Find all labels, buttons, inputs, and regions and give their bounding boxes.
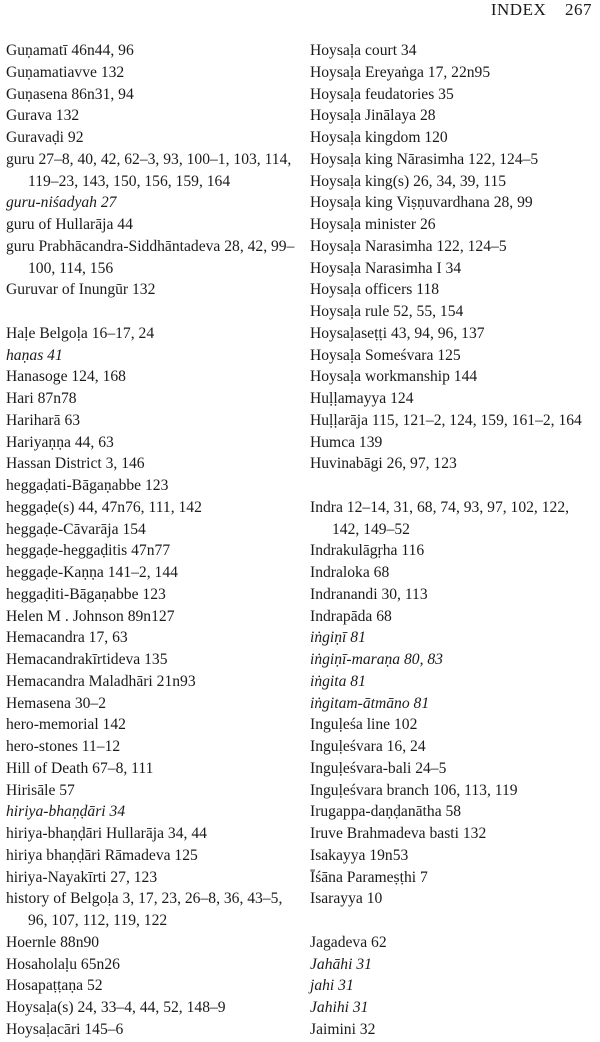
index-entry: Helen M . Johnson 89n127 [6,607,175,625]
index-entry: Guruvar of Inungūr 132 [6,281,156,299]
index-entry: Hoysaḷa king Viṣṇuvardhana 28, 99 [310,194,533,212]
index-entry: Hirisāle 57 [6,781,75,799]
index-entry: Irugappa-daṇḍanātha 58 [310,803,462,821]
index-entry: Hoernle 88n90 [6,933,100,951]
index-entry: Huḷḷarāja 115, 121–2, 124, 159, 161–2, 164 [310,411,582,429]
index-entry: iṅgiṇī-maraṇa 80, 83 [310,651,443,668]
index-entry: Hoysaḷa king(s) 26, 34, 39, 115 [310,172,507,190]
index-entry: Guṇamatiavve 132 [6,63,125,81]
index-entry: Hoysaḷa Ereyaṅga 17, 22n95 [310,63,491,81]
index-entry: Hoysaḷaseṭṭi 43, 94, 96, 137 [310,324,485,342]
index-entry: Gurava 132 [6,107,80,125]
index-entry: Jagadeva 62 [310,933,387,951]
index-entry: hero-memorial 142 [6,716,126,734]
index-entry: Haḷe Belgoḷa 16–17, 24 [6,324,155,342]
letter-group-gap [6,301,296,323]
index-entry: Hassan District 3, 146 [6,455,145,473]
index-entry: Indrakulāgṛha 116 [310,542,425,560]
index-entry: hiriya-bhaṇḍāri Hullarāja 34, 44 [6,825,207,842]
index-entry: Hemacandrakīrtideva 135 [6,651,168,668]
index-entry: Indra 12–14, 31, 68, 74, 93, 97, 102, 122, 142, 149–52 [310,498,570,538]
index-entry: Inguḷeśvara-bali 24–5 [310,759,447,777]
index-entry: Inguḷeśvara 16, 24 [310,738,426,755]
index-entry: Jaimini 32 [310,1020,376,1038]
index-entry: heggaḍe-heggaḍitis 47n77 [6,542,171,560]
index-entry: guru of Hullarāja 44 [6,216,133,233]
index-entry: iṅgiṇī 81 [310,629,366,647]
index-entry: Hoysaḷa feudatories 35 [310,85,454,103]
index-entry: Hanasoge 124, 168 [6,368,126,386]
index-column-left [6,40,296,1041]
index-entry: guru 27–8, 40, 42, 62–3, 93, 100–1, 103, 114, 119–23, 143, 150, 156, 159, 164 [6,150,292,190]
letter-group-gap [310,475,598,497]
index-entry: Hari 87n78 [6,390,77,407]
index-entry: heggaḍe-Kaṇṇa 141–2, 144 [6,564,178,581]
index-entry: Jahāhi 31 [310,955,372,973]
index-entry: Hemacandra Maladhāri 21n93 [6,672,196,690]
index-entry: Hemasena 30–2 [6,694,107,712]
index-entry: Isarayya 10 [310,890,383,908]
index-entry: Hosaholaḷu 65n26 [6,955,120,973]
index-entry: Hoysaḷa rule 52, 55, 154 [310,303,464,320]
index-entry: Hoysaḷa Narasimha 122, 124–5 [310,237,507,255]
index-entry: hiriya bhaṇḍāri Rāmadeva 125 [6,846,198,864]
index-entry: Hariyaṇṇa 44, 63 [6,433,114,451]
index-entry: Indraloka 68 [310,564,390,581]
running-head-title: INDEX [490,0,547,19]
index-entry: Huvinabāgi 26, 97, 123 [310,455,457,473]
index-entry: hero-stones 11–12 [6,738,121,755]
index-entry: hiriya-Nayakīrti 27, 123 [6,868,158,886]
index-entry: Hoysaḷa king Nārasimha 122, 124–5 [310,150,539,168]
index-entry: Inguḷeśvara branch 106, 113, 119 [310,781,518,799]
index-entry: Indranandi 30, 113 [310,585,428,603]
page-number: 267 [565,0,592,19]
index-entry: Isakayya 19n53 [310,846,409,864]
index-entry: iṅgita 81 [310,672,366,690]
index-entry: Hoysaḷa workmanship 144 [310,368,478,386]
index-entry: heggaḍe-Cāvarāja 154 [6,520,146,538]
index-entry: Guṇasena 86n31, 94 [6,85,134,103]
index-entry: Hoysaḷa kingdom 120 [310,129,448,146]
index-entry: jahi 31 [310,977,354,995]
index-entry: heggaḍe(s) 44, 47n76, 111, 142 [6,498,202,516]
index-entry: Hoysaḷa minister 26 [310,216,436,233]
running-head [491,0,592,20]
index-entry: Hoysaḷa court 34 [310,42,417,59]
index-entry: Iruve Brahmadeva basti 132 [310,825,487,842]
index-entry: Humca 139 [310,433,383,451]
letter-group-gap [310,910,598,932]
index-entry: Īśāna Parameṣṭhi 7 [310,868,428,886]
index-entry: haṇas 41 [6,346,63,364]
index-column-right [310,40,598,1041]
index-entry: Hoysaḷa(s) 24, 33–4, 44, 52, 148–9 [6,999,226,1016]
index-entry: Hoysaḷacāri 145–6 [6,1020,124,1038]
index-entry: Indrapāda 68 [310,607,392,625]
index-entry: Hill of Death 67–8, 111 [6,759,154,777]
index-entry: Hemacandra 17, 63 [6,629,128,647]
index-entry: heggaḍati-Bāgaṇabbe 123 [6,477,169,494]
index-entry: Jahihi 31 [310,999,369,1016]
index-entry: Hoysaḷa Narasimha I 34 [310,259,462,277]
index-entry: Hariharā 63 [6,411,81,429]
index-entry: history of Belgoḷa 3, 17, 23, 26–8, 36, 43–5, 96, 107, 112, 119, 122 [6,890,283,929]
index-entry: Guravaḍi 92 [6,129,84,146]
index-entry: heggaḍiti-Bāgaṇabbe 123 [6,585,166,603]
index-entry: Inguḷeśa line 102 [310,716,418,734]
index-entry: guru Prabhācandra-Siddhāntadeva 28, 42, 99–100, 114, 156 [6,237,295,277]
index-entry: Hoysaḷa officers 118 [310,281,440,299]
index-entry: Hoysaḷa Jinālaya 28 [310,107,436,125]
index-entry: Hosapaṭṭaṇa 52 [6,977,103,995]
index-entry: hiriya-bhaṇḍāri 34 [6,803,126,821]
index-entry: iṅgitam-ātmāno 81 [310,694,430,712]
index-entry: Guṇamatī 46n44, 96 [6,42,134,59]
index-entry: Hoysaḷa Someśvara 125 [310,346,461,364]
index-entry: Huḷḷamayya 124 [310,390,414,407]
index-entry: guru-niśadyah 27 [6,194,117,212]
